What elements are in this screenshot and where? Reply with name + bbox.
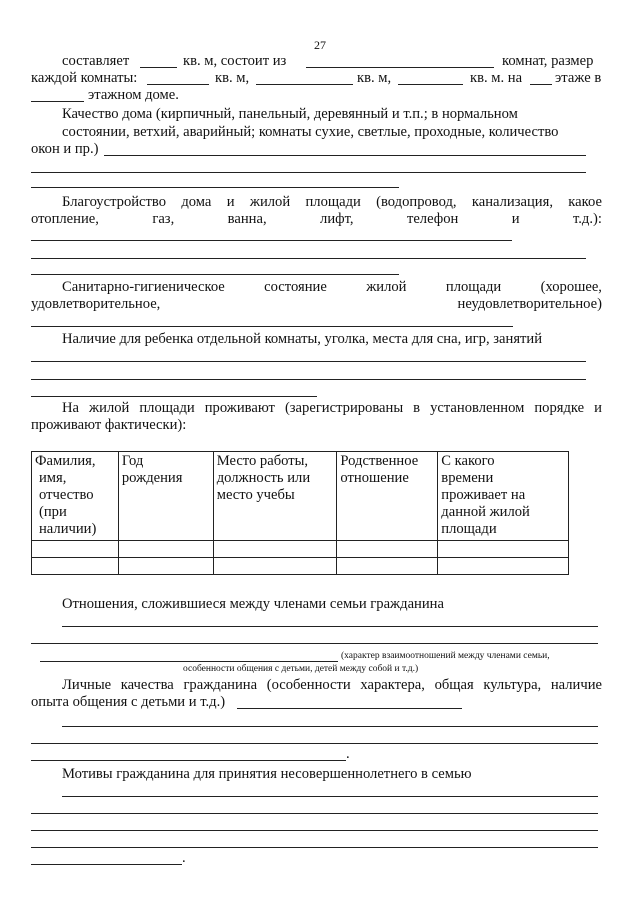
q2-answer-line-1[interactable] <box>31 240 512 241</box>
text-kv-m-1: кв. м, <box>215 70 250 86</box>
blank-floors-total[interactable] <box>31 101 84 102</box>
word: площади <box>445 279 502 295</box>
table-cell[interactable] <box>438 558 569 575</box>
header-line: Фамилия, <box>35 453 96 469</box>
q2-answer-line-3[interactable] <box>31 274 399 275</box>
word: Санитарно-гигиеническое <box>62 279 225 295</box>
table-cell[interactable] <box>118 558 213 575</box>
header-line: отношение <box>340 470 409 486</box>
word: общая <box>434 677 474 693</box>
word: жилой <box>89 400 130 416</box>
header-line: (при <box>39 504 67 520</box>
word: (хорошее, <box>540 279 602 295</box>
q7-answer-line-1[interactable] <box>237 708 462 709</box>
q7-answer-line-3[interactable] <box>31 743 598 744</box>
q3-line2 <box>31 296 602 313</box>
q1-line1: Качество дома (кирпичный, панельный, деревянный и т.п.; в нормальном <box>62 106 518 122</box>
blank-rooms-count[interactable] <box>306 67 494 68</box>
word: Благоустройство <box>62 194 166 210</box>
word: неудовлетворительное) <box>457 296 602 312</box>
header-line: Год <box>121 453 144 469</box>
header-cell-work <box>213 452 337 541</box>
header-line: данной жилой <box>441 504 530 520</box>
word: канализация, <box>471 194 553 210</box>
header-cell-relation <box>337 452 438 541</box>
table-cell[interactable] <box>337 541 438 558</box>
header-cell-birth-year <box>118 452 213 541</box>
word: наличие <box>550 677 602 693</box>
q1-line3: окон и пр.) <box>31 141 99 157</box>
word: порядке <box>534 400 585 416</box>
word: какое <box>568 194 602 210</box>
word: телефон <box>406 211 459 227</box>
header-line: Родственное <box>340 453 419 469</box>
word: ванна, <box>227 211 267 227</box>
q1-answer-line-3[interactable] <box>31 187 399 188</box>
q7-end-dot: . <box>346 746 350 762</box>
word: качества <box>120 677 174 693</box>
header-line: площади <box>441 521 497 537</box>
header-line: времени <box>441 470 494 486</box>
q8-title: Мотивы гражданина для принятия несовершеннолетнего в семью <box>62 766 472 782</box>
word: (зарегистрированы <box>284 400 404 416</box>
header-line: место учебы <box>216 487 295 503</box>
text-kv-m-2: кв. м, <box>357 70 392 86</box>
q2-line1 <box>62 194 602 211</box>
blank-room-3[interactable] <box>398 84 463 85</box>
q2-line2 <box>31 211 602 228</box>
word: площади <box>305 194 361 210</box>
blank-room-2[interactable] <box>256 84 353 85</box>
q7-answer-line-2[interactable] <box>62 726 598 727</box>
text-kazhdoy-komnaty: каждой комнаты: <box>31 70 138 86</box>
header-line: проживает на <box>441 487 526 503</box>
word: На <box>62 400 80 416</box>
table-row <box>32 541 569 558</box>
word: жилой <box>249 194 291 210</box>
word: (водопровод, <box>376 194 457 210</box>
word: удовлетворительное, <box>31 296 161 312</box>
text-sostavlyaet: составляет <box>62 53 130 69</box>
text-kv-m-sostoit: кв. м, состоит из <box>183 53 287 69</box>
word: и <box>511 211 520 227</box>
word: площади <box>139 400 195 416</box>
q8-answer-line-3[interactable] <box>31 830 598 831</box>
q7-line2: опыта общения с детьми и т.д.) <box>31 694 226 710</box>
word: жилой <box>366 279 407 295</box>
q4-answer-line-1[interactable] <box>31 361 586 362</box>
text-etazhnom-dome: этажном доме. <box>88 87 179 103</box>
word: культура, <box>483 677 542 693</box>
q7-answer-line-4[interactable] <box>31 760 346 761</box>
q5-line1 <box>62 400 602 417</box>
word: характера, <box>360 677 425 693</box>
header-line: имя, <box>39 470 67 486</box>
blank-room-1[interactable] <box>147 84 209 85</box>
word: Личные <box>62 677 112 693</box>
table-cell[interactable] <box>213 541 337 558</box>
q4-answer-line-2[interactable] <box>31 379 586 380</box>
q6-answer-line-1[interactable] <box>62 626 598 627</box>
word: проживают <box>204 400 275 416</box>
q4-title: Наличие для ребенка отдельной комнаты, уголка, места для сна, игр, занятий <box>62 331 543 347</box>
header-line: наличии) <box>39 521 97 537</box>
table-cell[interactable] <box>118 541 213 558</box>
q5-line2: проживают фактически): <box>31 417 187 433</box>
table-header-row <box>32 452 569 541</box>
header-line: Место работы, <box>216 453 309 469</box>
word: отопление, <box>31 211 99 227</box>
q6-answer-line-3[interactable] <box>40 661 338 662</box>
header-line: С какого <box>441 453 495 469</box>
blank-floor[interactable] <box>530 84 552 85</box>
q8-answer-line-2[interactable] <box>31 813 598 814</box>
q8-end-dot: . <box>182 850 186 866</box>
header-line: рождения <box>121 470 183 486</box>
q7-line1 <box>62 677 602 694</box>
residents-table <box>31 451 569 575</box>
page-number: 27 <box>314 38 326 52</box>
word: т.д.): <box>573 211 602 227</box>
table-cell[interactable] <box>438 541 569 558</box>
blank-area-total[interactable] <box>140 67 177 68</box>
q6-answer-line-2[interactable] <box>31 643 598 644</box>
table-cell[interactable] <box>213 558 337 575</box>
word: установленном <box>430 400 525 416</box>
q1-answer-line-1[interactable] <box>104 155 586 156</box>
text-komnat-razmer: комнат, размер <box>502 53 594 69</box>
header-line: должность или <box>216 470 311 486</box>
word: дома <box>181 194 212 210</box>
q6-note-2: особенности общения с детьми, детей между собой и т.д.) <box>183 664 419 674</box>
q1-line2: состоянии, ветхий, аварийный; комнаты сухие, светлые, проходные, количество <box>62 124 559 140</box>
q3-answer-line[interactable] <box>31 326 513 327</box>
q6-title: Отношения, сложившиеся между членами семьи гражданина <box>62 596 444 612</box>
word: лифт, <box>320 211 354 227</box>
header-cell-since <box>438 452 569 541</box>
header-line: отчество <box>39 487 94 503</box>
q1-answer-line-2[interactable] <box>31 172 586 173</box>
word: гражданина <box>183 677 258 693</box>
table-cell[interactable] <box>337 558 438 575</box>
q4-answer-line-3[interactable] <box>31 396 317 397</box>
word: и <box>594 400 602 416</box>
word: и <box>226 194 235 210</box>
word: состояние <box>264 279 327 295</box>
word: в <box>413 400 421 416</box>
q3-line1 <box>62 279 602 296</box>
text-kv-m-na: кв. м. на <box>470 70 523 86</box>
word: (особенности <box>266 677 351 693</box>
q8-answer-line-1[interactable] <box>62 796 598 797</box>
table-row <box>32 558 569 575</box>
q8-answer-line-4[interactable] <box>31 847 598 848</box>
q6-note-1: (характер взаимоотношений между членами семьи, <box>341 651 550 661</box>
q2-answer-line-2[interactable] <box>31 258 586 259</box>
table-cell[interactable] <box>32 558 119 575</box>
q8-answer-line-5[interactable] <box>31 864 182 865</box>
word: газ, <box>152 211 175 227</box>
header-cell-fio <box>32 452 119 541</box>
table-cell[interactable] <box>32 541 119 558</box>
text-etazhe-v: этаже в <box>555 70 602 86</box>
